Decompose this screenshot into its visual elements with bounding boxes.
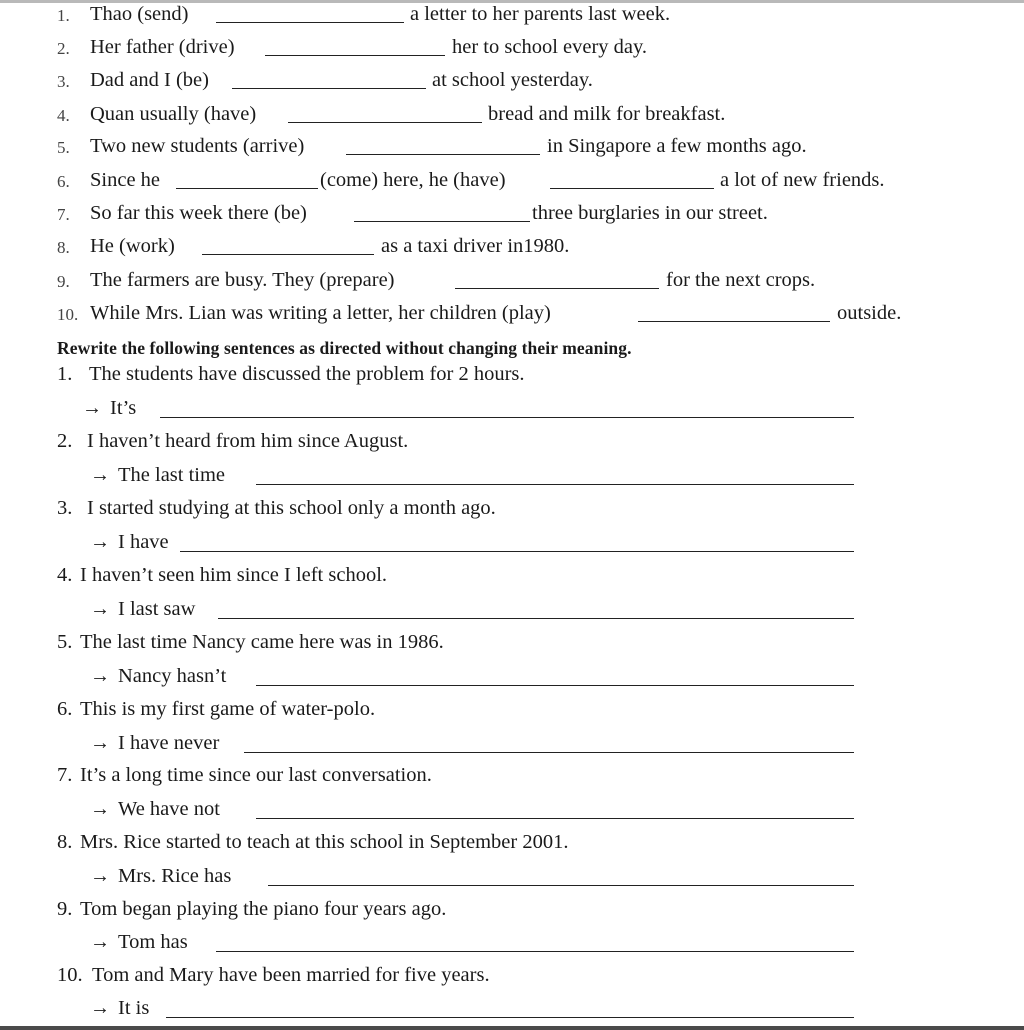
- item-text: He (work): [90, 235, 175, 257]
- answer-line[interactable]: [268, 885, 854, 886]
- arrow-right-icon: →: [90, 531, 110, 553]
- item-number: 8.: [57, 831, 73, 853]
- item-text: Two new students (arrive): [90, 135, 305, 157]
- item-text: for the next crops.: [666, 269, 816, 291]
- answer-blank[interactable]: [346, 154, 540, 155]
- original-sentence: I started studying at this school only a month ago.: [87, 497, 496, 519]
- arrow-right-icon: →: [90, 798, 110, 820]
- answer-blank[interactable]: [638, 321, 830, 322]
- original-sentence: It’s a long time since our last conversation.: [80, 764, 432, 786]
- item-text: her to school every day.: [452, 36, 648, 58]
- item-number: 10.: [57, 305, 79, 324]
- item-number: 10.: [57, 964, 83, 986]
- item-number: 4.: [57, 564, 73, 586]
- prompt-start: It is: [118, 997, 150, 1019]
- item-text: Dad and I (be): [90, 69, 209, 91]
- item-text: in Singapore a few months ago.: [547, 135, 807, 157]
- answer-line[interactable]: [216, 951, 854, 952]
- original-sentence: The last time Nancy came here was in 1986.: [80, 631, 444, 653]
- answer-blank[interactable]: [232, 88, 426, 89]
- original-sentence: The students have discussed the problem for 2 hours.: [89, 363, 525, 385]
- arrow-right-icon: →: [90, 464, 110, 486]
- item-text: The farmers are busy. They (prepare): [90, 269, 395, 291]
- answer-line[interactable]: [256, 685, 854, 686]
- answer-blank[interactable]: [216, 22, 404, 23]
- item-number: 7.: [57, 205, 70, 224]
- answer-blank[interactable]: [354, 221, 530, 222]
- answer-line[interactable]: [256, 484, 854, 485]
- item-number: 3.: [57, 72, 70, 91]
- item-number: 6.: [57, 172, 70, 191]
- arrow-right-icon: →: [90, 931, 110, 953]
- prompt-start: We have not: [118, 798, 220, 820]
- original-sentence: This is my first game of water-polo.: [80, 698, 376, 720]
- prompt-start: I have: [118, 531, 169, 553]
- prompt-start: Mrs. Rice has: [118, 865, 232, 887]
- answer-blank[interactable]: [202, 254, 374, 255]
- answer-blank[interactable]: [288, 122, 482, 123]
- item-number: 7.: [57, 764, 73, 786]
- answer-line[interactable]: [218, 618, 854, 619]
- answer-blank[interactable]: [455, 288, 659, 289]
- item-number: 1.: [57, 363, 73, 385]
- prompt-start: It’s: [110, 397, 137, 419]
- arrow-right-icon: →: [90, 598, 110, 620]
- item-text: Her father (drive): [90, 36, 235, 58]
- original-sentence: Tom and Mary have been married for five years.: [92, 964, 490, 986]
- item-text: outside.: [837, 302, 902, 324]
- arrow-right-icon: →: [90, 665, 110, 687]
- answer-line[interactable]: [160, 417, 854, 418]
- original-sentence: Tom began playing the piano four years ago.: [80, 898, 447, 920]
- item-number: 1.: [57, 6, 70, 25]
- prompt-start: Nancy hasn’t: [118, 665, 227, 687]
- item-number: 3.: [57, 497, 73, 519]
- item-number: 2.: [57, 39, 70, 58]
- original-sentence: I haven’t heard from him since August.: [87, 430, 409, 452]
- item-text: (come) here, he (have): [320, 169, 506, 191]
- answer-line[interactable]: [244, 752, 854, 753]
- answer-line[interactable]: [180, 551, 854, 552]
- item-number: 9.: [57, 272, 70, 291]
- item-text: So far this week there (be): [90, 202, 307, 224]
- item-text: While Mrs. Lian was writing a letter, her children (play): [90, 302, 551, 324]
- item-number: 2.: [57, 430, 73, 452]
- item-text: a letter to her parents last week.: [410, 3, 671, 25]
- item-text: three burglaries in our street.: [532, 202, 768, 224]
- prompt-start: Tom has: [118, 931, 188, 953]
- answer-line[interactable]: [256, 818, 854, 819]
- item-text: Thao (send): [90, 3, 189, 25]
- arrow-right-icon: →: [90, 997, 110, 1019]
- item-number: 4.: [57, 106, 70, 125]
- answer-line[interactable]: [166, 1017, 854, 1018]
- original-sentence: Mrs. Rice started to teach at this school in September 2001.: [80, 831, 569, 853]
- item-text: Quan usually (have): [90, 103, 257, 125]
- item-number: 6.: [57, 698, 73, 720]
- answer-blank[interactable]: [265, 55, 445, 56]
- item-number: 8.: [57, 238, 70, 257]
- item-number: 9.: [57, 898, 73, 920]
- item-number: 5.: [57, 631, 73, 653]
- item-number: 5.: [57, 138, 70, 157]
- answer-blank[interactable]: [176, 188, 318, 189]
- prompt-start: I last saw: [118, 598, 196, 620]
- original-sentence: I haven’t seen him since I left school.: [80, 564, 388, 586]
- arrow-right-icon: →: [82, 397, 102, 419]
- answer-blank[interactable]: [550, 188, 714, 189]
- arrow-right-icon: →: [90, 732, 110, 754]
- prompt-start: The last time: [118, 464, 226, 486]
- item-text: a lot of new friends.: [720, 169, 885, 191]
- item-text: Since he: [90, 169, 161, 191]
- prompt-start: I have never: [118, 732, 220, 754]
- section-heading: Rewrite the following sentences as directed without changing their meaning.: [57, 338, 632, 358]
- item-text: bread and milk for breakfast.: [488, 103, 726, 125]
- page-bottom-edge: [0, 1026, 1024, 1030]
- arrow-right-icon: →: [90, 865, 110, 887]
- item-text: at school yesterday.: [432, 69, 593, 91]
- item-text: as a taxi driver in1980.: [381, 235, 570, 257]
